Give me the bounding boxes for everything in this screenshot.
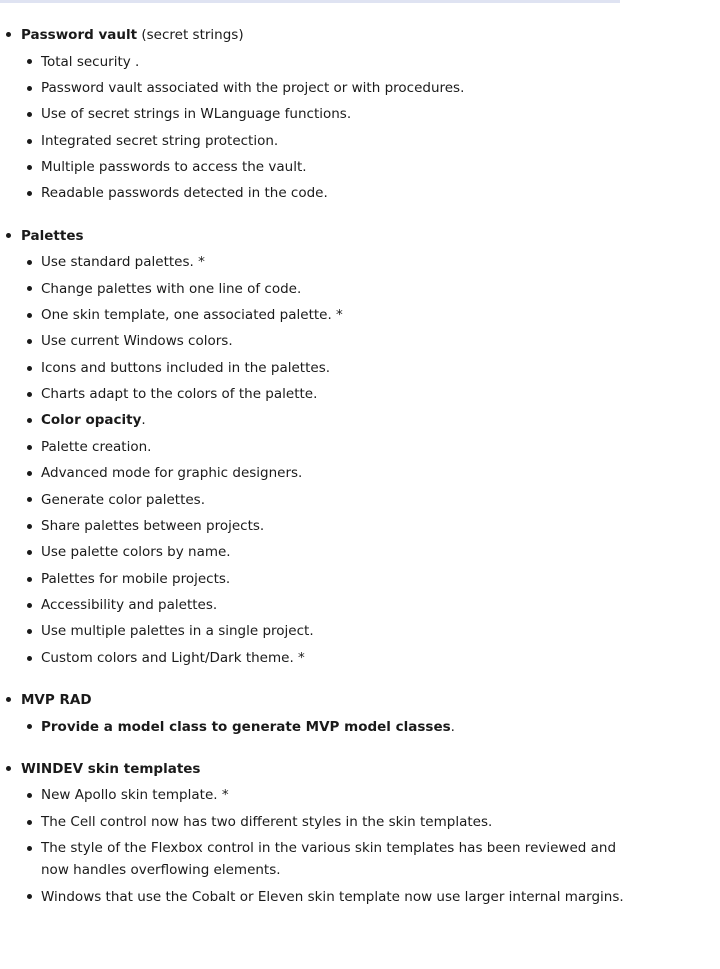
list-item: Palettes for mobile projects. [21,566,641,592]
section-items [21,249,640,671]
list-item: The style of the Flexbox control in the various skin templates has been reviewed and now handles overflowing elements. [21,835,641,883]
item-tail-text: . [450,718,455,735]
list-item: Multiple passwords to access the vault. [21,154,641,180]
list-item: Charts adapt to the colors of the palette. [21,381,641,407]
section-password-vault [0,22,640,207]
section-palettes [0,223,640,671]
section-title: Password vault [21,27,138,43]
section-items [21,782,640,910]
list-item: Use current Windows colors. [21,328,641,354]
list-item: Readable passwords detected in the code. [21,180,641,206]
list-item: Password vault associated with the project or with procedures. [21,75,641,101]
section-mvp-rad [0,687,640,740]
section-title: Palettes [21,227,84,244]
list-item: Use standard palettes. * [21,249,641,275]
section-heading [21,22,640,48]
list-item: Use of secret strings in WLanguage functions. [21,101,641,127]
section-title: MVP RAD [21,692,92,709]
list-item: Accessibility and palettes. [21,592,641,618]
list-item: Advanced mode for graphic designers. [21,460,641,486]
top-divider [0,0,620,3]
list-item: One skin template, one associated palette. * [21,302,641,328]
list-item: Total security . [21,48,641,74]
section-heading [21,223,640,249]
section-windev-skin-templates [0,756,640,910]
item-tail-text: . [141,412,146,429]
list-item [21,407,641,433]
section-title: WINDEV skin templates [21,760,201,777]
list-item: Windows that use the Cobalt or Eleven skin template now use larger internal margins. [21,883,641,909]
list-item: Use palette colors by name. [21,539,641,565]
section-heading [21,687,640,713]
list-item: Generate color palettes. [21,486,641,512]
section-items [21,713,640,739]
section-title-suffix: (secret strings) [137,27,244,43]
list-item: Integrated secret string protection. [21,128,641,154]
list-item: Use multiple palettes in a single project. [21,618,641,644]
list-item: Palette creation. [21,434,641,460]
list-item: The Cell control now has two different styles in the skin templates. [21,809,641,835]
item-bold-text: Provide a model class to generate MVP model classes [41,718,451,735]
feature-sections [0,22,640,910]
list-item [21,713,641,739]
section-items [21,48,640,206]
section-heading [21,756,640,782]
list-item: Share palettes between projects. [21,513,641,539]
item-bold-text: Color opacity [41,412,142,429]
list-item: Icons and buttons included in the palettes. [21,355,641,381]
list-item: Custom colors and Light/Dark theme. * [21,645,641,671]
list-item: Change palettes with one line of code. [21,275,641,301]
list-item: New Apollo skin template. * [21,782,641,808]
feature-list-page [0,22,640,926]
